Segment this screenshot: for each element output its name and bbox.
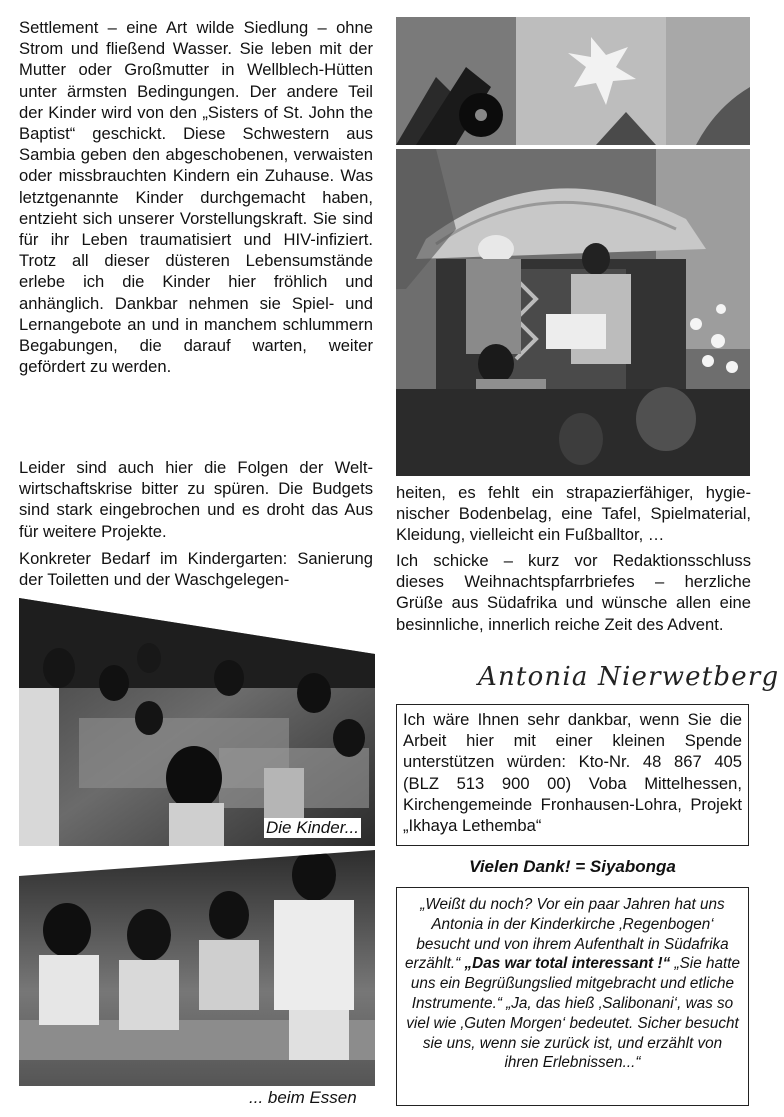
- donation-text: Ich wäre Ihnen sehr dankbar, wenn Sie die Arbeit hier mit einer kleinen Spende unterstützen würden: Kto-Nr. 48 867 405 (BLZ 513 900 00) Voba Mittelhessen, Kirchengemeinde Fronhausen-Lohra, Projekt „Ikhaya Lethemba“: [403, 710, 742, 836]
- nativity-scene-photo: [396, 149, 750, 476]
- children-eating-photo: [19, 850, 375, 1086]
- quote-part-2: „Sie hatte uns ein Begrüßungslied mitgebracht und etliche Instrumente.“ „Ja, das hieß ‚Salibonani‘, was so viel wie ‚Guten Morgen‘ bedeutet. Sicher besucht sie uns, wenn sie zurück ist, und erzählt von ihren Erlebnissen...“: [406, 955, 740, 1072]
- right-paragraph-2: Ich schicke – kurz vor Redaktionsschluss dieses Weihnachtspfarrbriefes – herzliche Grüße aus Südafrika und wünsche allen eine besinnliche, innerlich reiche Zeit des Advent.: [396, 551, 751, 634]
- body-paragraph-3: Konkreter Bedarf im Kindergarten: Sanierung der Toiletten und der Waschgelegen-: [19, 549, 373, 590]
- body-paragraph-1: Settlement – eine Art wilde Siedlung – ohne Strom und fließend Wasser. Sie leben mit der Mutter oder Großmutter in Wellblech-Hütten unter ärmsten Bedingungen. Der andere Teil der Kinder wird von den „Sisters of St. John the Baptist“ geschickt. Diese Schwestern aus Sambia geben den abgeschobenen, verwaisten oder missbrauchten Kindern ein Zuhause. Was letztgenannte Kinder durchgemacht haben, entzieht sich unserer Vorstellungskraft. Sie sind für ihr Leben traumatisiert und HIV-infiziert. Trotz all dieser düsteren Lebensumstände erlebe ich die Kinder hier fröhlich und anhänglich. Dankbar nehmen sie Spiel- und Lernangebote an und in manchem schlummern Begabungen, die darauf warten, weiter gefördert zu werden.: [19, 18, 373, 377]
- donation-box: [396, 704, 749, 846]
- quote-bold: „Das war total interessant !“: [464, 955, 671, 973]
- children-classroom-photo: [19, 598, 375, 846]
- right-paragraph-1: heiten, es fehlt ein strapazierfähiger, hygienischer Bodenbelag, eine Tafel, Spielmaterial, Kleidung, vielleicht ein Fußballtor, …: [396, 483, 751, 545]
- signature: Antonia Nierwetberg: [478, 662, 780, 692]
- body-paragraph-2: Leider sind auch hier die Folgen der Weltwirtschaftskrise bitter zu spüren. Die Budgets sind stark eingebrochen und es droht das Aus für weitere Projekte.: [19, 458, 373, 541]
- children-photo-caption: Die Kinder...: [266, 818, 359, 837]
- eating-photo-caption: ... beim Essen: [249, 1088, 357, 1107]
- quote-part-1: „Weißt du noch? Vor ein paar Jahren hat uns Antonia in der Kinderkirche ‚Regenbogen‘ besucht und von ihrem Aufenthalt in Südafrika erzählt.“: [405, 896, 729, 973]
- thanks-line: Vielen Dank! = Siyabonga: [469, 857, 676, 876]
- quote-text: [405, 895, 740, 1073]
- star-decoration-photo: [396, 17, 750, 145]
- quote-box: [396, 887, 749, 1106]
